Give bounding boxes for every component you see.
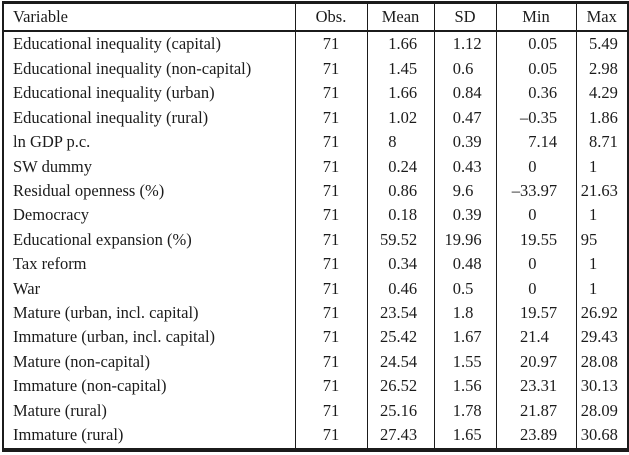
obs-cell: 71 (295, 106, 367, 130)
column-header-mean: Mean (367, 3, 434, 32)
sd-cell: 9.6 (434, 179, 496, 203)
variable-cell: Residual openness (%) (3, 179, 295, 203)
obs-cell: 71 (295, 179, 367, 203)
table-row (3, 130, 628, 154)
table-row (3, 31, 628, 57)
min-cell: 21.87 (496, 398, 576, 422)
table-row (3, 350, 628, 374)
max-cell: 26.92 (580, 302, 618, 322)
variable-cell: Tax reform (3, 252, 295, 276)
min-cell: 19.55 (496, 228, 576, 252)
obs-cell: 71 (295, 325, 367, 349)
max-cell: 1 (589, 278, 598, 298)
obs-cell: 71 (295, 31, 367, 57)
sd-cell: 1.65 (434, 423, 496, 450)
min-cell: 0.36 (496, 81, 576, 105)
mean-cell: 25.16 (367, 398, 434, 422)
variable-cell: Educational inequality (non-capital) (3, 57, 295, 81)
min-cell: 20.97 (496, 350, 576, 374)
mean-cell: 0.34 (367, 252, 434, 276)
mean-cell: 59.52 (367, 228, 434, 252)
mean-cell: 0.86 (367, 179, 434, 203)
obs-cell: 71 (295, 252, 367, 276)
min-cell: –0.35 (496, 106, 576, 130)
obs-cell: 71 (295, 398, 367, 422)
mean-cell: 1.66 (367, 31, 434, 57)
mean-cell: 26.52 (367, 374, 434, 398)
min-cell: 0.05 (496, 57, 576, 81)
table-row (3, 374, 628, 398)
mean-cell: 1.02 (367, 106, 434, 130)
min-cell: 0 (496, 276, 576, 300)
max-cell: 30.68 (580, 425, 618, 445)
min-cell: 19.57 (496, 301, 576, 325)
max-cell: 95 (580, 229, 598, 249)
max-cell: 30.13 (580, 376, 618, 396)
max-cell: 8.71 (589, 132, 618, 152)
variable-cell: Mature (non-capital) (3, 350, 295, 374)
max-cell: 1.86 (589, 107, 618, 127)
max-cell: 5.49 (589, 34, 618, 54)
max-cell: 1 (589, 254, 598, 274)
column-header-obs: Obs. (295, 3, 367, 32)
mean-cell: 0.46 (367, 276, 434, 300)
sd-cell: 19.96 (434, 228, 496, 252)
table-row (3, 276, 628, 300)
sd-cell: 0.47 (434, 106, 496, 130)
variable-cell: War (3, 276, 295, 300)
column-header-sd: SD (434, 3, 496, 32)
sd-cell: 1.78 (434, 398, 496, 422)
sd-cell: 1.12 (434, 31, 496, 57)
max-cell: 4.29 (589, 83, 618, 103)
max-cell: 1 (589, 156, 598, 176)
mean-cell: 1.66 (367, 81, 434, 105)
column-header-min: Min (496, 3, 576, 32)
mean-cell: 24.54 (367, 350, 434, 374)
sd-cell: 1.56 (434, 374, 496, 398)
sd-cell: 0.5 (434, 276, 496, 300)
min-cell: –33.97 (496, 179, 576, 203)
table-row (3, 57, 628, 81)
sd-cell: 0.48 (434, 252, 496, 276)
sd-cell: 1.67 (434, 325, 496, 349)
variable-cell: ln GDP p.c. (3, 130, 295, 154)
mean-cell: 8 (367, 130, 434, 154)
table-row (3, 154, 628, 178)
table-row (3, 252, 628, 276)
table-header (3, 3, 628, 32)
table-body (3, 31, 628, 450)
mean-cell: 1.45 (367, 57, 434, 81)
obs-cell: 71 (295, 228, 367, 252)
table-row (3, 228, 628, 252)
variable-cell: Mature (urban, incl. capital) (3, 301, 295, 325)
max-cell: 28.08 (580, 351, 618, 371)
max-cell: 2.98 (589, 58, 618, 78)
min-cell: 0 (496, 252, 576, 276)
sd-cell: 0.43 (434, 154, 496, 178)
max-cell: 28.09 (580, 400, 618, 420)
mean-cell: 25.42 (367, 325, 434, 349)
obs-cell: 71 (295, 203, 367, 227)
variable-cell: Educational inequality (urban) (3, 81, 295, 105)
min-cell: 7.14 (496, 130, 576, 154)
min-cell: 23.89 (496, 423, 576, 450)
obs-cell: 71 (295, 423, 367, 450)
variable-cell: Educational inequality (capital) (3, 31, 295, 57)
obs-cell: 71 (295, 130, 367, 154)
variable-cell: Educational inequality (rural) (3, 106, 295, 130)
max-cell: 1 (589, 205, 598, 225)
table-row (3, 179, 628, 203)
mean-cell: 0.24 (367, 154, 434, 178)
sd-cell: 0.39 (434, 130, 496, 154)
sd-cell: 1.8 (434, 301, 496, 325)
sd-cell: 0.6 (434, 57, 496, 81)
table-row (3, 81, 628, 105)
obs-cell: 71 (295, 154, 367, 178)
min-cell: 0.05 (496, 31, 576, 57)
column-header-max: Max (576, 3, 628, 32)
mean-cell: 27.43 (367, 423, 434, 450)
variable-cell: Immature (rural) (3, 423, 295, 450)
obs-cell: 71 (295, 81, 367, 105)
min-cell: 21.4 (496, 325, 576, 349)
sd-cell: 1.55 (434, 350, 496, 374)
min-cell: 0 (496, 154, 576, 178)
mean-cell: 0.18 (367, 203, 434, 227)
table-row (3, 106, 628, 130)
sd-cell: 0.84 (434, 81, 496, 105)
table-row (3, 203, 628, 227)
min-cell: 23.31 (496, 374, 576, 398)
obs-cell: 71 (295, 301, 367, 325)
column-header-variable: Variable (3, 3, 295, 32)
table-row (3, 398, 628, 422)
obs-cell: 71 (295, 350, 367, 374)
variable-cell: Democracy (3, 203, 295, 227)
table-row (3, 423, 628, 450)
max-cell: 21.63 (580, 180, 618, 200)
table-row (3, 325, 628, 349)
variable-cell: Immature (non-capital) (3, 374, 295, 398)
obs-cell: 71 (295, 57, 367, 81)
variable-cell: SW dummy (3, 154, 295, 178)
variable-cell: Immature (urban, incl. capital) (3, 325, 295, 349)
sd-cell: 0.39 (434, 203, 496, 227)
mean-cell: 23.54 (367, 301, 434, 325)
max-cell: 29.43 (580, 327, 618, 347)
header-row (3, 3, 628, 32)
summary-statistics-table (2, 1, 629, 452)
min-cell: 0 (496, 203, 576, 227)
variable-cell: Mature (rural) (3, 398, 295, 422)
obs-cell: 71 (295, 276, 367, 300)
obs-cell: 71 (295, 374, 367, 398)
variable-cell: Educational expansion (%) (3, 228, 295, 252)
table-row (3, 301, 628, 325)
